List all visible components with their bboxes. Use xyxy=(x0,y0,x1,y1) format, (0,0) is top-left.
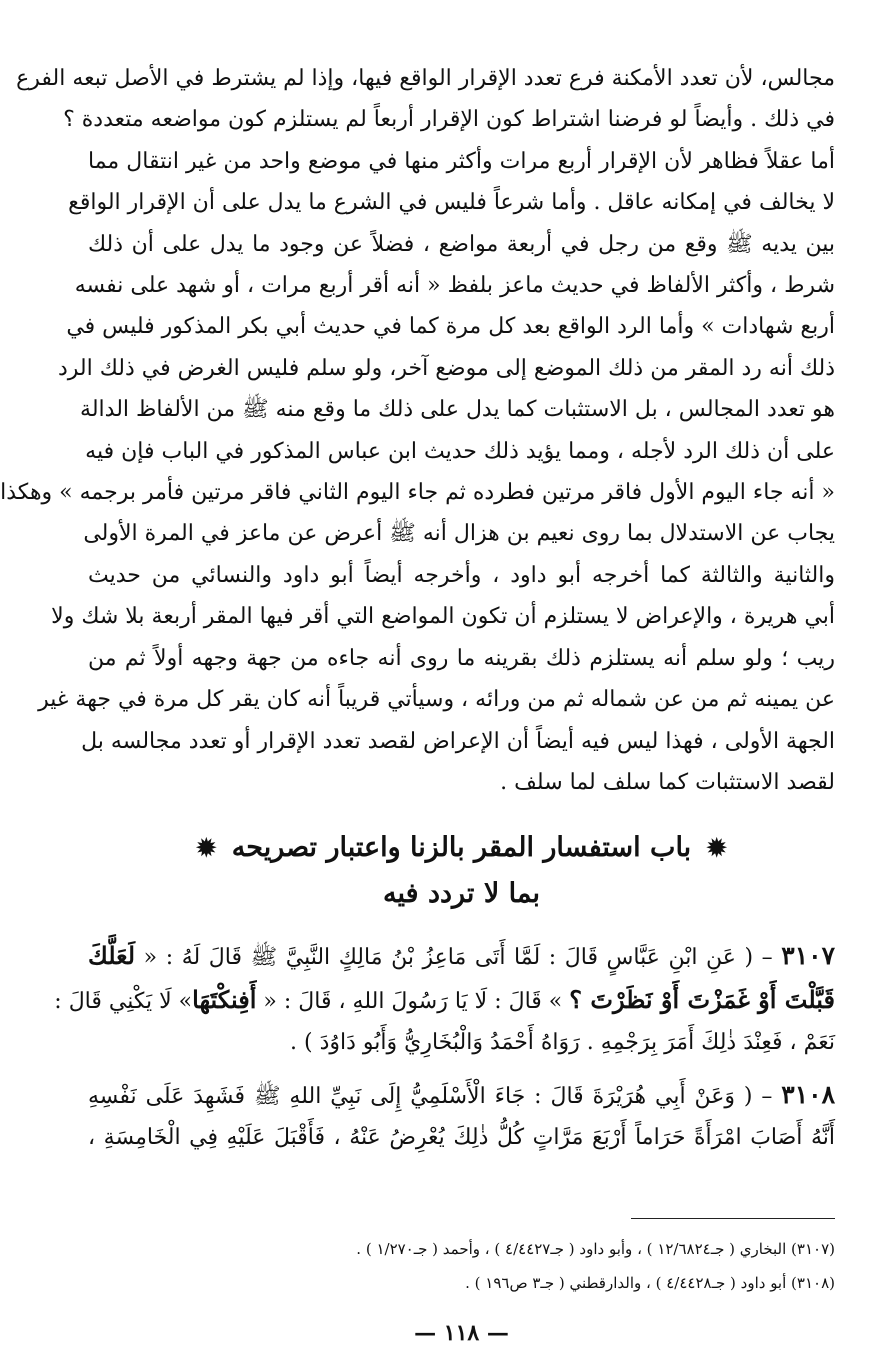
footnote: (٣١٠٨) أبو داود ( جـ٤/٤٤٢٨ ) ، والدارقطني ( جـ٣ ص١٩٦ ) . xyxy=(465,1274,835,1292)
text-line: على أن ذلك الرد لأجله ، ومما يؤيد ذلك حديث ابن عباس المذكور في الباب فإن فيه xyxy=(85,438,835,464)
text-line: يجاب عن الاستدلال بما روى نعيم بن هزال أنه ﷺ أعرض عن ماعز في المرة الأولى xyxy=(83,521,835,547)
hadith-line: نَعَمْ ، فَعِنْدَ ذٰلِكَ أَمَرَ بِرَجْمِهِ . رَوَاهُ أَحْمَدُ وَالْبُخَارِيُّ وَأَبُو دَاوُدَ ) . xyxy=(290,1030,835,1056)
hadith-dash: – xyxy=(752,1083,782,1109)
hadith-line xyxy=(88,935,835,979)
book-page xyxy=(0,58,835,1370)
chapter-heading xyxy=(88,825,835,917)
chapter-title: باب استفسار المقر بالزنا واعتبار تصريحه xyxy=(231,832,692,864)
hadith-text: » لَا يَكْنِي قَالَ : xyxy=(54,988,193,1014)
hadith-emphasis: أَفِنكْتَهَا xyxy=(192,984,257,1014)
hadith-dash: – xyxy=(753,945,782,971)
hadith-number: ٣١٠٨ xyxy=(781,1079,835,1109)
hadith-3107 xyxy=(54,935,835,1064)
hadith-emphasis: قَبَّلْتَ أَوْ غَمَزْتَ أَوْ نَظَرْتَ ؟ xyxy=(569,984,835,1014)
text-line: هو تعدد المجالس ، بل الاستثبات كما يدل على ذلك ما وقع منه ﷺ من الألفاظ الدالة xyxy=(80,397,835,423)
text-line: ريب ؛ ولو سلم أنه يستلزم ذلك بقرينه ما روى أنه جاءه من جهة وجهه أولاً ثم من xyxy=(88,645,835,671)
text-line: عن يمينه ثم من عن شماله ثم من ورائه ، وسيأتي قريباً أنه كان يقر كل مرة في جهة غير xyxy=(38,687,835,713)
hadith-line xyxy=(54,979,835,1023)
text-line: شرط ، وأكثر الألفاظ في حديث ماعز بلفظ « أنه أقر أربع مرات ، أو شهد على نفسه xyxy=(74,273,835,299)
chapter-heading-line-2: بما لا تردد فيه xyxy=(383,878,540,910)
text-line: في ذلك . وأيضاً لو فرضنا اشتراط كون الإقرار أربعاً لم يستلزم كون مواضعه متعددة ؟ xyxy=(63,107,835,133)
hadith-line xyxy=(88,1074,835,1118)
text-line: أبي هريرة ، والإعراض لا يستلزم أن تكون المواضع التي أقر فيها المقر أربعة بلا شك ولا xyxy=(51,604,835,630)
commentary-paragraph xyxy=(0,58,835,803)
chapter-heading-line-1 xyxy=(88,825,835,871)
hadith-emphasis: لَعَلَّكَ xyxy=(88,941,136,971)
star-ornament-icon: ✹ xyxy=(196,833,217,863)
text-line: لا يخالف في إمكانه عاقل . وأما شرعاً فليس في الشرع ما يدل على أن الإقرار الواقع xyxy=(68,190,835,216)
footnote: (٣١٠٧) البخاري ( جـ١٢/٦٨٢٤ ) ، وأبو داود ( جـ٤/٤٤٢٧ ) ، وأحمد ( جـ١/٢٧٠ ) . xyxy=(356,1240,835,1258)
hadith-number: ٣١٠٧ xyxy=(781,941,835,971)
page-number: — ١١٨ — xyxy=(414,1320,509,1346)
text-line: أربع شهادات » وأما الرد الواقع بعد كل مرة كما في حديث أبي بكر المذكور فليس في xyxy=(66,314,835,340)
text-line: أما عقلاً فظاهر لأن الإقرار أربع مرات وأكثر منها في موضع واحد من غير انتقال مما xyxy=(88,148,835,174)
text-line: والثانية والثالثة كما أخرجه أبو داود ، وأخرجه أيضاً أبو داود والنسائي من حديث xyxy=(88,562,835,588)
text-line: مجالس، لأن تعدد الأمكنة فرع تعدد الإقرار الواقع فيها، وإذا لم يشترط في الأصل تبعه الفرع xyxy=(16,66,835,91)
star-ornament-icon: ✹ xyxy=(706,833,727,863)
text-line: بين يديه ﷺ وقع من رجل في أربعة مواضع ، فضلاً عن وجود ما يدل على أن ذلك xyxy=(88,231,835,257)
text-line: الجهة الأولى ، فهذا ليس فيه أيضاً أن الإعراض لقصد تعدد الإقرار أو تعدد مجالسه بل xyxy=(81,728,835,754)
hadith-line: أَنَّهُ أَصَابَ امْرَأَةً حَرَاماً أَرْبَعَ مَرَّاتٍ كُلُّ ذٰلِكَ يُعْرِضُ عَنْهُ ، فَأَقْبَلَ عَلَيْهِ فِي الْخَامِسَةِ ، xyxy=(88,1125,835,1151)
hadith-3108 xyxy=(88,1074,835,1159)
text-line: لقصد الاستثبات كما سلف لما سلف . xyxy=(500,769,835,795)
text-line: ذلك أنه رد المقر من ذلك الموضع إلى موضع آخر، ولو سلم فليس الغرض في ذلك الرد xyxy=(57,355,835,381)
hadith-text: ( وَعَنْ أَبِي هُرَيْرَةَ قَالَ : جَاءَ الْأَسْلَمِيُّ إِلَى نَبِيِّ اللهِ ﷺ فَشَهِدَ عَلَى نَفْسِهِ xyxy=(88,1083,753,1109)
hadith-text: » قَالَ : لَا يَا رَسُولَ اللهِ ، قَالَ : « xyxy=(256,988,570,1014)
hadith-text: ( عَنِ ابْنِ عَبَّاسٍ قَالَ : لَمَّا أَتَى مَاعِزُ بْنُ مَالِكٍ النَّبِيَّ ﷺ قَالَ لَهُ : « xyxy=(135,945,754,971)
text-line: « أنه جاء اليوم الأول فاقر مرتين فطرده ثم جاء اليوم الثاني فاقر مرتين فأمر برجمه » وهكذا xyxy=(0,480,835,506)
